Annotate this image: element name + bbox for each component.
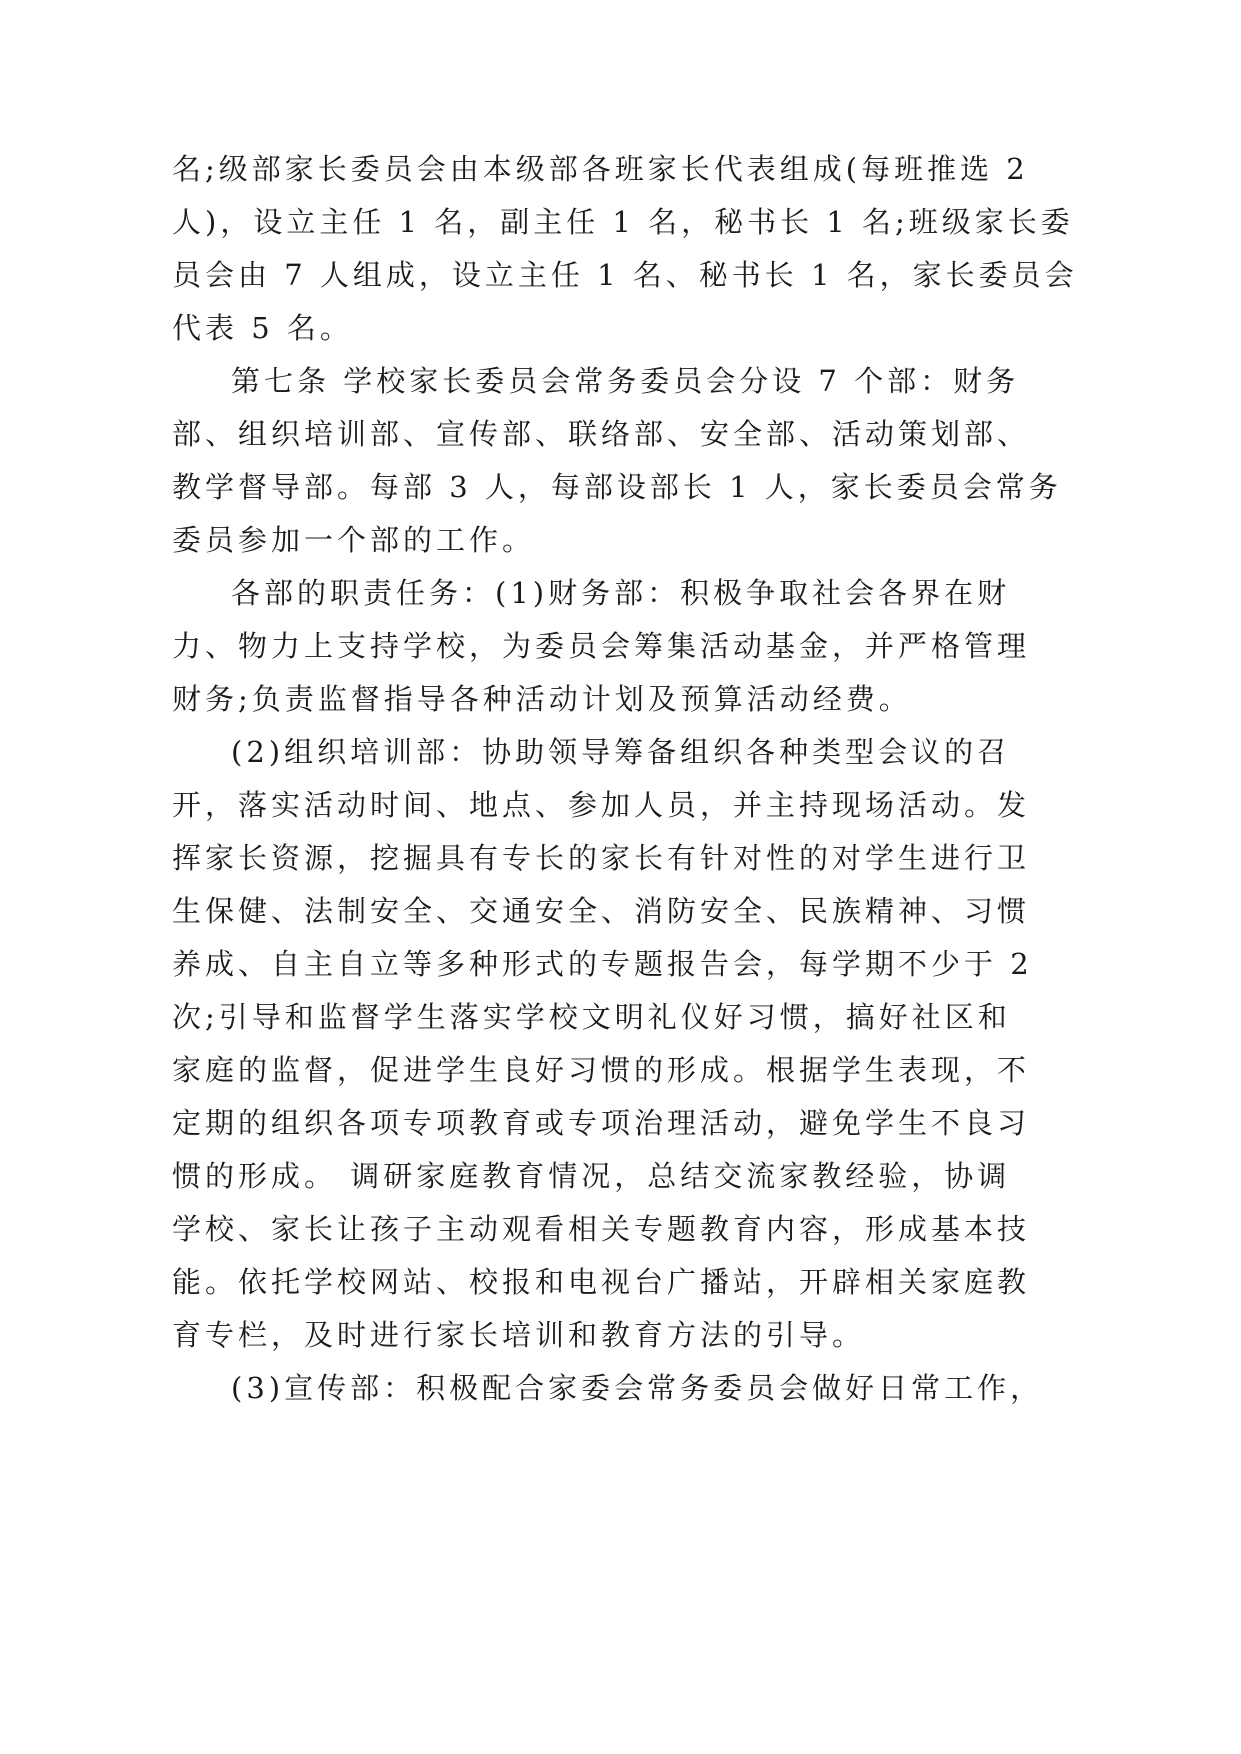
- paragraph-first-line: (3)宣传部：积极配合家委会常务委员会做好日常工作，: [231, 1371, 1044, 1405]
- text-line: 家庭的监督，促进学生良好习惯的形成。根据学生表现，不: [172, 1053, 1031, 1087]
- text-line: 教学督导部。每部 3 人，每部设部长 1 人，家长委员会常务: [172, 470, 1062, 504]
- text-line: 委员参加一个部的工作。: [172, 523, 536, 557]
- text-line: 人)，设立主任 1 名，副主任 1 名，秘书长 1 名;班级家长委: [172, 205, 1074, 239]
- text-line: 能。依托学校网站、校报和电视台广播站，开辟相关家庭教: [172, 1265, 1031, 1299]
- paragraph-first-line: 各部的职责任务：(1)财务部：积极争取社会各界在财: [231, 576, 1011, 610]
- text-line: 力、物力上支持学校，为委员会筹集活动基金，并严格管理: [172, 629, 1031, 663]
- text-line: 挥家长资源，挖掘具有专长的家长有针对性的对学生进行卫: [172, 841, 1031, 875]
- text-line: 员会由 7 人组成，设立主任 1 名、秘书长 1 名，家长委员会: [172, 258, 1078, 292]
- text-line: 次;引导和监督学生落实学校文明礼仪好习惯，搞好社区和: [172, 1000, 1011, 1034]
- text-line: 名;级部家长委员会由本级部各班家长代表组成(每班推选 2: [172, 152, 1029, 186]
- text-line: 惯的形成。 调研家庭教育情况，总结交流家教经验，协调: [172, 1159, 1011, 1193]
- text-line: 部、组织培训部、宣传部、联络部、安全部、活动策划部、: [172, 417, 1031, 451]
- paragraph-first-line: (2)组织培训部：协助领导筹备组织各种类型会议的召: [231, 735, 1011, 769]
- text-line: 定期的组织各项专项教育或专项治理活动，避免学生不良习: [172, 1106, 1031, 1140]
- text-line: 代表 5 名。: [172, 311, 353, 345]
- text-line: 养成、自主自立等多种形式的专题报告会，每学期不少于 2: [172, 947, 1033, 981]
- text-line: 育专栏，及时进行家长培训和教育方法的引导。: [172, 1318, 866, 1352]
- text-line: 学校、家长让孩子主动观看相关专题教育内容，形成基本技: [172, 1212, 1031, 1246]
- paragraph-first-line: 第七条 学校家长委员会常务委员会分设 7 个部：财务: [231, 364, 1020, 398]
- text-line: 生保健、法制安全、交通安全、消防安全、民族精神、习惯: [172, 894, 1031, 928]
- text-line: 开，落实活动时间、地点、参加人员，并主持现场活动。发: [172, 788, 1031, 822]
- text-line: 财务;负责监督指导各种活动计划及预算活动经费。: [172, 682, 912, 716]
